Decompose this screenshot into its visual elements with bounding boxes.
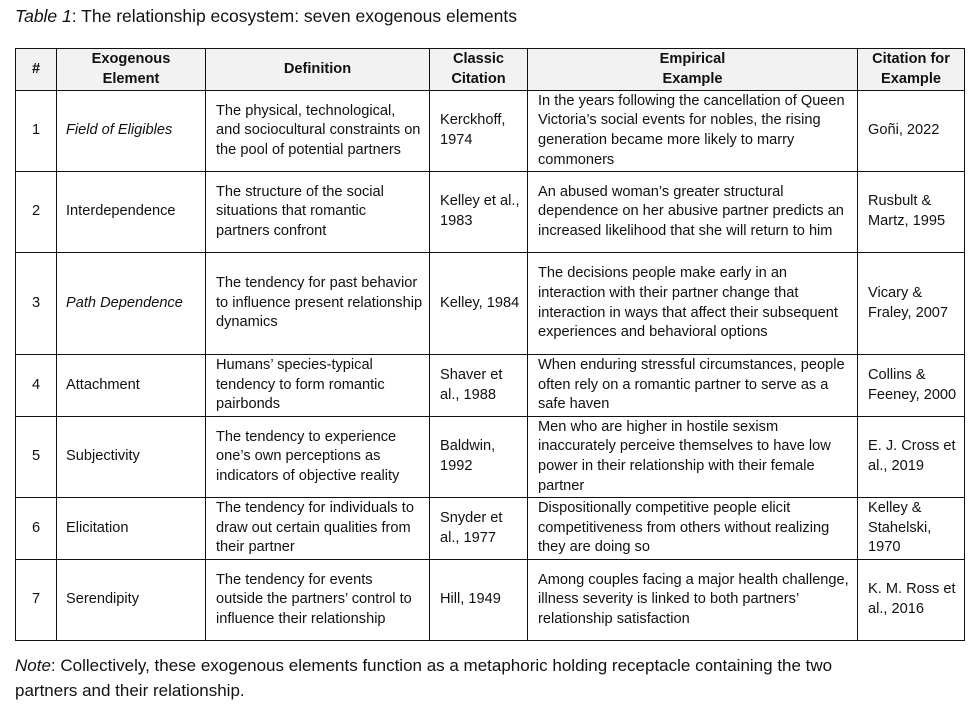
- definition-cell: The tendency to experience one’s own perceptions as indicators of objective reality: [206, 417, 430, 498]
- header-element-line1: Exogenous: [91, 50, 171, 67]
- header-example-citation: [858, 49, 965, 91]
- element-name-cell: Serendipity: [57, 560, 206, 641]
- table-note: [15, 653, 855, 703]
- row-number-cell: 7: [16, 560, 57, 641]
- classic-citation-cell: Hill, 1949: [430, 560, 528, 641]
- element-name-cell: Path Dependence: [57, 253, 206, 355]
- empirical-example-cell: In the years following the cancellation of Queen Victoria’s social events for nobles, the rising generation became more likely to marry commoners: [528, 91, 858, 172]
- header-element-line2: Element: [102, 70, 160, 87]
- empirical-example-cell: Dispositionally competitive people elicit competitiveness from others without realizing they are doing so: [528, 498, 858, 560]
- header-empirical-example: [528, 49, 858, 91]
- definition-cell: The tendency for events outside the partners’ control to influence their relationship: [206, 560, 430, 641]
- definition-cell: The structure of the social situations that romantic partners confront: [206, 172, 430, 253]
- definition-cell: The tendency for individuals to draw out certain qualities from their partner: [206, 498, 430, 560]
- row-number-cell: 3: [16, 253, 57, 355]
- table-row: [16, 91, 965, 172]
- definition-cell: The physical, technological, and sociocultural constraints on the pool of potential partners: [206, 91, 430, 172]
- element-name-cell: Field of Eligibles: [57, 91, 206, 172]
- header-element: [57, 49, 206, 91]
- element-name-cell: Elicitation: [57, 498, 206, 560]
- header-example-line2: Example: [662, 70, 723, 87]
- empirical-example-cell: An abused woman’s greater structural dependence on her abusive partner predicts an increased likelihood that she will return to him: [528, 172, 858, 253]
- table-caption: [15, 5, 517, 27]
- row-number-cell: 2: [16, 172, 57, 253]
- header-number: #: [16, 49, 57, 91]
- example-citation-cell: K. M. Ross et al., 2016: [858, 560, 965, 641]
- classic-citation-cell: Kelley, 1984: [430, 253, 528, 355]
- table-row: [16, 498, 965, 560]
- table-row: [16, 560, 965, 641]
- empirical-example-cell: Among couples facing a major health challenge, illness severity is linked to both partners’ relationship satisfaction: [528, 560, 858, 641]
- note-label: Note: [15, 656, 51, 675]
- header-excit-line2: Example: [880, 70, 942, 87]
- empirical-example-cell: Men who are higher in hostile sexism inaccurately perceive themselves to have low power in their relationship with their female partner: [528, 417, 858, 498]
- example-citation-cell: Vicary & Fraley, 2007: [858, 253, 965, 355]
- example-citation-cell: Rusbult & Martz, 1995: [858, 172, 965, 253]
- header-definition: Definition: [206, 49, 430, 91]
- table-row: [16, 253, 965, 355]
- definition-cell: The tendency for past behavior to influence present relationship dynamics: [206, 253, 430, 355]
- table-row: [16, 417, 965, 498]
- caption-label: Table 1: [15, 6, 72, 26]
- example-citation-cell: Goñi, 2022: [858, 91, 965, 172]
- header-classic-line2: Citation: [451, 70, 506, 87]
- element-name-cell: Attachment: [57, 355, 206, 417]
- element-name-cell: Interdependence: [57, 172, 206, 253]
- classic-citation-cell: Snyder et al., 1977: [430, 498, 528, 560]
- example-citation-cell: Kelley & Stahelski, 1970: [858, 498, 965, 560]
- empirical-example-cell: When enduring stressful circumstances, people often rely on a romantic partner to serve as a safe haven: [528, 355, 858, 417]
- definition-cell: Humans’ species-typical tendency to form romantic pairbonds: [206, 355, 430, 417]
- caption-text: : The relationship ecosystem: seven exogenous elements: [71, 6, 517, 26]
- row-number-cell: 5: [16, 417, 57, 498]
- row-number-cell: 6: [16, 498, 57, 560]
- header-classic-citation: [430, 49, 528, 91]
- ecosystem-table: [15, 48, 965, 641]
- example-citation-cell: Collins & Feeney, 2000: [858, 355, 965, 417]
- header-classic-line1: Classic: [452, 50, 505, 67]
- example-citation-cell: E. J. Cross et al., 2019: [858, 417, 965, 498]
- classic-citation-cell: Shaver et al., 1988: [430, 355, 528, 417]
- classic-citation-cell: Kelley et al., 1983: [430, 172, 528, 253]
- empirical-example-cell: The decisions people make early in an interaction with their partner change that interaction in ways that affect their subsequent experiences and behavioral options: [528, 253, 858, 355]
- classic-citation-cell: Kerckhoff, 1974: [430, 91, 528, 172]
- table-row: [16, 172, 965, 253]
- row-number-cell: 4: [16, 355, 57, 417]
- table-row: [16, 355, 965, 417]
- header-example-line1: Empirical: [659, 50, 726, 67]
- element-name-cell: Subjectivity: [57, 417, 206, 498]
- classic-citation-cell: Baldwin, 1992: [430, 417, 528, 498]
- header-excit-line1: Citation for: [872, 50, 950, 67]
- note-text: : Collectively, these exogenous elements function as a metaphoric holding receptacle containing the two partners and their relationship.: [15, 656, 833, 700]
- header-row: [16, 49, 965, 91]
- row-number-cell: 1: [16, 91, 57, 172]
